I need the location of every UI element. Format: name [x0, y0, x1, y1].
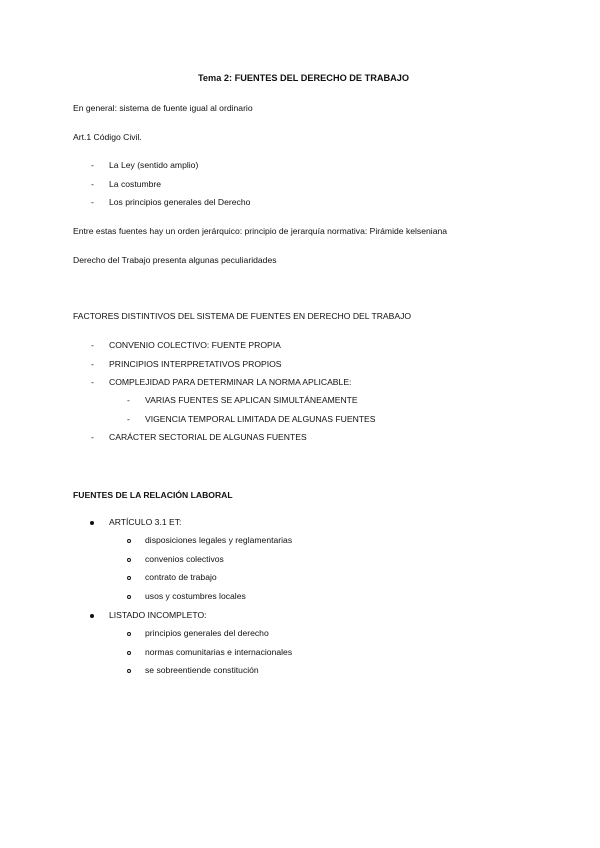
bullet-circle-icon [127, 576, 131, 580]
bullet-circle-icon [127, 558, 131, 562]
section2-group1-item-2: convenios colectivos [145, 554, 224, 564]
intro-peculiarities: Derecho del Trabajo presenta algunas peculiaridades [73, 255, 277, 265]
section2-group2-label: LISTADO INCOMPLETO: [109, 610, 207, 620]
section2-group2-item-2: normas comunitarias e internacionales [145, 647, 293, 657]
bullet-circle-icon [127, 539, 131, 543]
section1-subitem-1: VARIAS FUENTES SE APLICAN SIMULTÁNEAMENTE [145, 395, 358, 405]
dash-marker: - [127, 395, 130, 405]
bullet-circle-icon [127, 632, 131, 636]
section1-subitem-2: VIGENCIA TEMPORAL LIMITADA DE ALGUNAS FUENTES [145, 414, 376, 424]
intro-hierarchy: Entre estas fuentes hay un orden jerárquico: principio de jerarquía normativa: Pirámide kelseniana [73, 226, 448, 236]
section2-group2-item-3: se sobreentiende constitución [145, 665, 259, 675]
section1-item-4: CARÁCTER SECTORIAL DE ALGUNAS FUENTES [109, 432, 307, 442]
intro-item-1: La Ley (sentido amplio) [109, 160, 199, 170]
dash-marker: - [91, 197, 94, 207]
dash-marker: - [127, 414, 130, 424]
bullet-circle-icon [127, 595, 131, 599]
section1-heading: FACTORES DISTINTIVOS DEL SISTEMA DE FUENTES EN DERECHO DEL TRABAJO [73, 311, 412, 321]
section2-group2-item-1: principios generales del derecho [145, 628, 269, 638]
dash-marker: - [91, 432, 94, 442]
bullet-circle-icon [127, 669, 131, 673]
intro-article: Art.1 Código Civil. [73, 132, 142, 142]
dash-marker: - [91, 179, 94, 189]
bullet-dot-icon [90, 614, 94, 618]
intro-general: En general: sistema de fuente igual al ordinario [73, 103, 253, 113]
dash-marker: - [91, 340, 94, 350]
section2-group1-item-1: disposiciones legales y reglamentarias [145, 535, 293, 545]
dash-marker: - [91, 377, 94, 387]
section2-group1-item-3: contrato de trabajo [145, 572, 217, 582]
dash-marker: - [91, 359, 94, 369]
section1-item-2: PRINCIPIOS INTERPRETATIVOS PROPIOS [109, 359, 282, 369]
intro-item-3: Los principios generales del Derecho [109, 197, 251, 207]
bullet-circle-icon [127, 651, 131, 655]
section2-group1-item-4: usos y costumbres locales [145, 591, 246, 601]
page-title: Tema 2: FUENTES DEL DERECHO DE TRABAJO [198, 73, 410, 83]
section1-item-3: COMPLEJIDAD PARA DETERMINAR LA NORMA APLICABLE: [109, 377, 352, 387]
section1-item-1: CONVENIO COLECTIVO: FUENTE PROPIA [109, 340, 281, 350]
bullet-dot-icon [90, 521, 94, 525]
dash-marker: - [91, 160, 94, 170]
section2-group1-label: ARTÍCULO 3.1 ET: [109, 517, 182, 527]
intro-item-2: La costumbre [109, 179, 162, 189]
section2-heading: FUENTES DE LA RELACIÓN LABORAL [73, 490, 233, 500]
